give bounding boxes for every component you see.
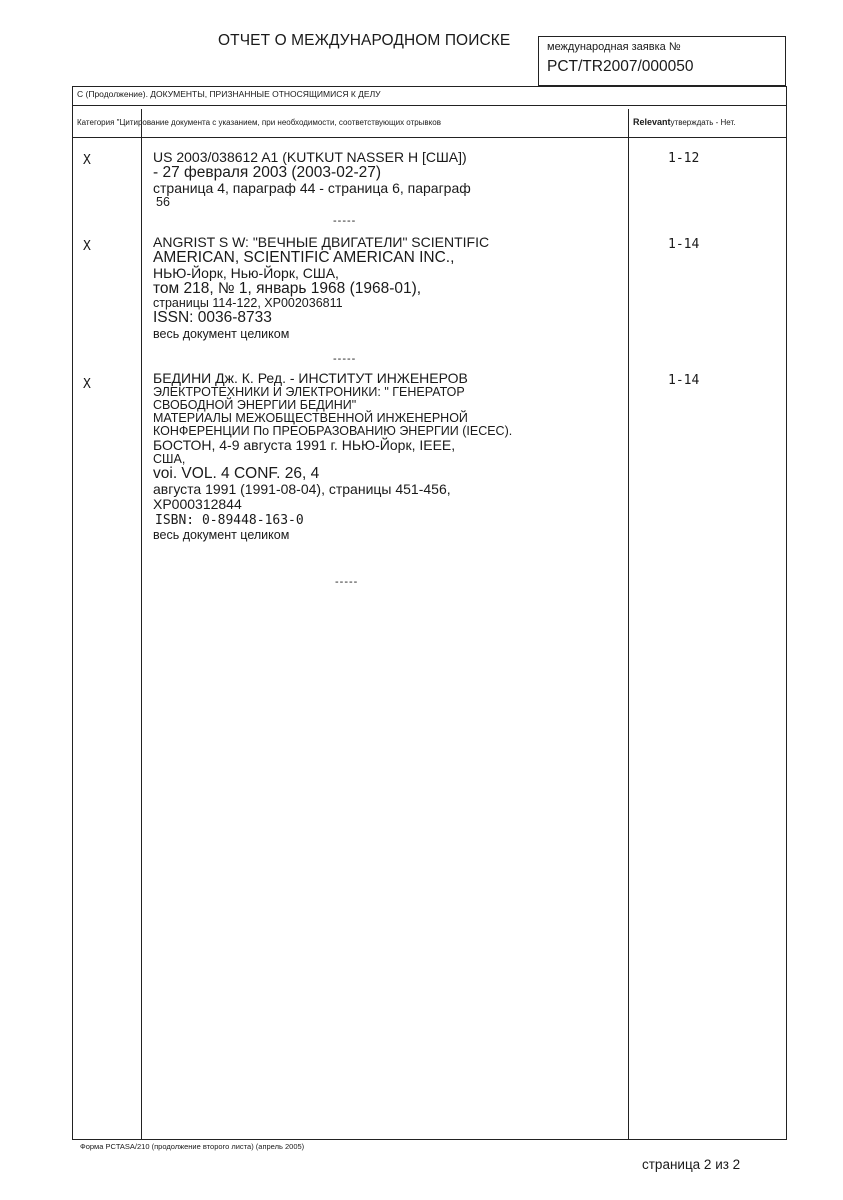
row-1-line-2: - 27 февраля 2003 (2003-02-27) [153, 163, 382, 181]
relevant-column-header [633, 117, 735, 127]
row-2-line-4: том 218, № 1, январь 1968 (1968-01), [153, 279, 422, 297]
row-3-line-4: МАТЕРИАЛЫ МЕЖОБЩЕСТВЕННОЙ ИНЖЕНЕРНОЙ [153, 410, 468, 425]
row-1-line-1: US 2003/038612 A1 (KUTKUT NASSER H [США]) [153, 149, 467, 165]
column-header-divider [73, 137, 786, 138]
report-title: ОТЧЕТ О МЕЖДУНАРОДНОМ ПОИСКЕ [218, 32, 511, 49]
continuation-heading: С (Продолжение). ДОКУМЕНТЫ, ПРИЗНАННЫЕ ОТНОСЯЩИМИСЯ К ДЕЛУ [77, 89, 381, 99]
row-3-line-10: XP000312844 [153, 495, 242, 512]
row-2-line-2: AMERICAN, SCIENTIFIC AMERICAN INC., [153, 248, 455, 266]
row-3-relevant-claims: 1-14 [668, 373, 700, 388]
relevant-header-bold: Relevant [633, 117, 671, 127]
row-2-category: X [83, 239, 91, 254]
row-1-category: X [83, 153, 91, 168]
row-1-citation [153, 150, 471, 209]
page-number: страница 2 из 2 [642, 1157, 741, 1172]
application-number: PCT/TR2007/000050 [547, 58, 694, 75]
row-3-citation [153, 371, 512, 542]
row-3-line-2: ЭЛЕКТРОТЕХНИКИ И ЭЛЕКТРОНИКИ: " ГЕНЕРАТОР [153, 384, 465, 399]
category-column-header: Категория "Цитирование документа с указанием, при необходимости, соответствующих отрывков [77, 118, 441, 127]
category-column-divider [141, 109, 142, 1139]
form-identifier: Форма PCTASA/210 (продолжение второго листа) (апрель 2005) [80, 1142, 305, 1151]
row-3-line-12: весь документ целиком [153, 528, 290, 543]
relevant-header-rest: утверждать - Нет. [670, 118, 736, 127]
relevant-column-divider [628, 109, 629, 1139]
row-3-line-9: августа 1991 (1991-08-04), страницы 451-456, [153, 481, 451, 498]
application-label: международная заявка № [547, 41, 681, 53]
row-2-line-5: страницы 114-122, XP002036811 [153, 295, 343, 310]
row-3-line-5: КОНФЕРЕНЦИИ По ПРЕОБРАЗОВАНИЮ ЭНЕРГИИ (IECEC). [153, 424, 513, 439]
row-1-line-4: 56 [156, 194, 170, 209]
row-2-citation [153, 235, 489, 341]
row-3-line-7: США, [153, 451, 186, 466]
row-3-line-8: voi. VOL. 4 CONF. 26, 4 [153, 465, 320, 482]
row-2-relevant-claims: 1-14 [668, 237, 700, 252]
row-1-relevant-claims: 1-12 [668, 151, 700, 166]
row-1-line-3: страница 4, параграф 44 - страница 6, параграф [153, 179, 471, 196]
row-3-line-1: БЕДИНИ Дж. К. Ред. - ИНСТИТУТ ИНЖЕНЕРОВ [153, 370, 468, 386]
row-2-line-7: весь документ целиком [153, 327, 290, 342]
row-3-line-6: БОСТОН, 4-9 августа 1991 г. НЬЮ-Йорк, IEEE, [153, 437, 456, 454]
row-3-line-11: ISBN: 0-89448-163-0 [155, 512, 304, 528]
row-2-line-1: ANGRIST S W: "ВЕЧНЫЕ ДВИГАТЕЛИ" SCIENTIFIC [153, 234, 490, 250]
row-2-line-3: НЬЮ-Йорк, Нью-Йорк, США, [153, 264, 339, 281]
heading-divider [73, 105, 786, 106]
row-2-line-6: ISSN: 0036-8733 [153, 309, 272, 327]
row-3-separator: ----- [335, 576, 359, 588]
application-number-box [538, 36, 786, 86]
row-1-separator: ----- [333, 215, 357, 227]
citations-table [72, 86, 787, 1140]
row-2-separator: ----- [333, 353, 357, 365]
row-3-category: X [83, 377, 91, 392]
row-3-line-3: СВОБОДНОЙ ЭНЕРГИИ БЕДИНИ" [153, 397, 357, 412]
